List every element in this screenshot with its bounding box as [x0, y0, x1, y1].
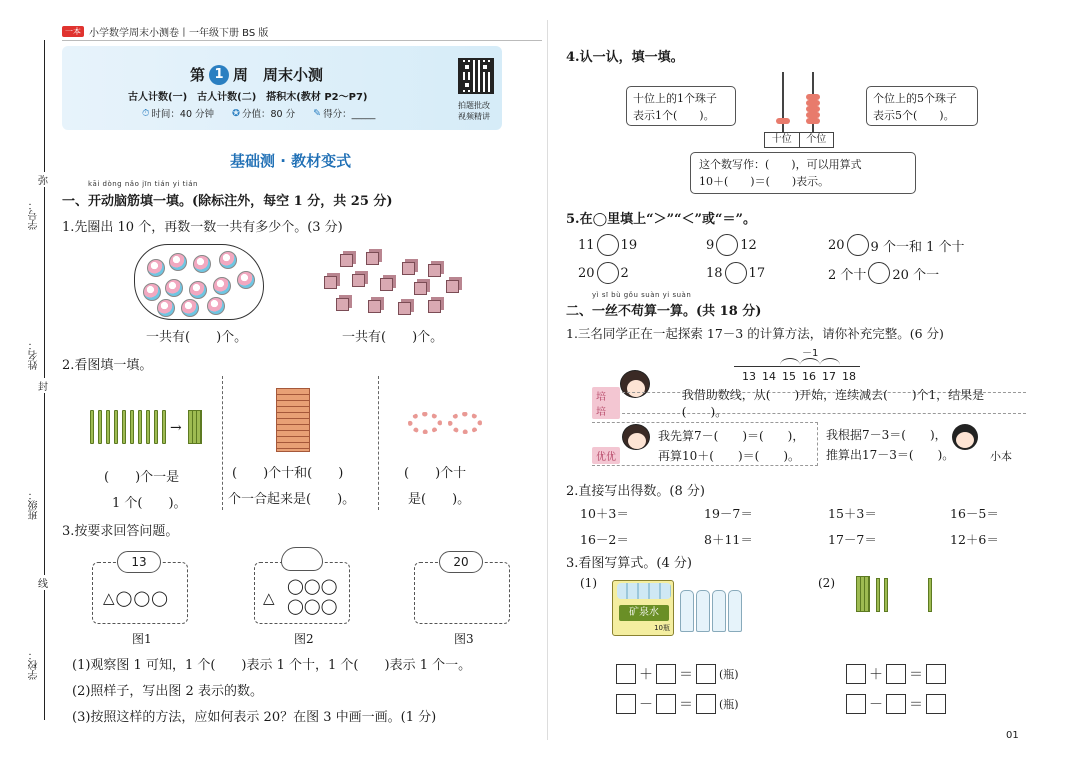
q4-bottom-line1: 这个数写作：( )，可以用算式: [699, 158, 862, 171]
answer-box[interactable]: [926, 664, 946, 684]
compare-item: 18 17: [706, 262, 765, 284]
side-line: 线: [38, 575, 48, 590]
answer-box[interactable]: [616, 664, 636, 684]
q1-answer-a[interactable]: 一共有( )个。: [146, 330, 248, 345]
clock-icon: ⏱: [142, 107, 150, 119]
q2-b-line1[interactable]: ( )个十和( ): [232, 466, 344, 481]
answer-box[interactable]: [616, 694, 636, 714]
xiaoben-speech: [820, 422, 1026, 466]
peipei-speech: [592, 388, 1026, 419]
figure-1-label: 图1: [132, 632, 152, 646]
compare-circle[interactable]: [597, 234, 619, 256]
q3-prompt: 3.按要求回答问题。: [62, 524, 179, 539]
tick-label: 17: [822, 370, 836, 383]
week-prefix: 第: [190, 66, 206, 84]
side-school: 学校：: [29, 650, 40, 680]
youyou-line1[interactable]: 我先算7－( )＝( )，: [658, 429, 805, 443]
answer-box[interactable]: [886, 664, 906, 684]
q2-divider-2: [378, 376, 379, 510]
water-count: 10瓶: [654, 624, 670, 632]
answer-box[interactable]: [846, 664, 866, 684]
q2-c-line2[interactable]: 是( )。: [408, 492, 471, 507]
equation-1b: － ＝ (瓶): [616, 694, 739, 714]
part1-pinyin: kāi dòng nǎo jīn tián yi tián: [88, 180, 198, 188]
week-title: [190, 64, 323, 85]
answer-box[interactable]: [696, 694, 716, 714]
series-header: [62, 24, 268, 39]
side-seal: 封: [38, 378, 48, 393]
calc-item[interactable]: 16－5＝: [950, 506, 999, 521]
compare-circle[interactable]: [868, 262, 890, 284]
pen-icon: ✎: [313, 107, 322, 119]
unit-label: (瓶): [719, 698, 739, 711]
qr-code[interactable]: [458, 58, 494, 94]
p2-q3-prompt: 3.看图写算式。(4 分): [566, 556, 692, 571]
water-case-picture: [612, 580, 674, 636]
q5-prompt: 5.在◯里填上“＞”“＜”或“＝”。: [566, 212, 756, 227]
figure-2-label: 图2: [294, 632, 314, 646]
answer-box[interactable]: [926, 694, 946, 714]
q4-bottom-box[interactable]: [690, 152, 916, 194]
qr-caption-2: 视频精讲: [458, 112, 490, 121]
calc-item[interactable]: 16－2＝: [580, 532, 629, 547]
answer-box[interactable]: [886, 694, 906, 714]
q4-left-box[interactable]: [626, 86, 736, 126]
water-label: 矿泉水: [619, 605, 669, 621]
compare-item: 20 9 个一和 1 个十: [828, 234, 965, 256]
tick-label: 14: [762, 370, 776, 383]
compare-circle[interactable]: [725, 262, 747, 284]
part1-title: 一、开动脑筋填一填。(除标注外，每空 1 分，共 25 分): [62, 194, 393, 209]
title-banner: [62, 46, 502, 130]
tick-label: 15: [782, 370, 796, 383]
q2-prompt: 2.看图填一填。: [62, 358, 153, 373]
q3-sub3[interactable]: (3)按照这样的方法，应如何表示 20？在图 3 中画一画。(1 分): [72, 710, 437, 725]
figure-1-box: [92, 555, 188, 624]
calc-item[interactable]: 19－7＝: [704, 506, 753, 521]
star-icon: ✪: [232, 107, 240, 119]
equation-1a: ＋ ＝ (瓶): [616, 664, 739, 684]
ten-bar-picture: [276, 388, 310, 452]
q3-sub2[interactable]: (2)照样子，写出图 2 表示的数。: [72, 684, 263, 699]
compare-row-1: [578, 234, 998, 258]
tick-label: 13: [742, 370, 756, 383]
p2-q1-prompt: 1.三名同学正在一起探索 17－3 的计算方法，请你补充完整。(6 分): [566, 326, 944, 341]
answer-box[interactable]: [656, 694, 676, 714]
q2-c-line1[interactable]: ( )个十: [404, 466, 467, 481]
figure-1-shapes: △◯◯◯: [103, 589, 169, 607]
figure-3-cloud: 20: [439, 551, 483, 573]
lesson-subtitle: 古人计数(一) 古人计数(二) 搭积木(教材 P2～P7): [128, 92, 368, 103]
calc-item[interactable]: 8＋11＝: [704, 532, 753, 547]
q4-right-line2: 表示5个( )。: [873, 109, 955, 122]
sticks-picture: [90, 410, 210, 450]
q4-right-line1: 个位上的5个珠子: [873, 92, 957, 105]
answer-box[interactable]: [696, 664, 716, 684]
q4-prompt: 4.认一认，填一填。: [566, 50, 684, 65]
side-class: 班级：: [29, 490, 40, 520]
series-title: 小学数学周末小测卷丨一年级下册 BS 版: [89, 28, 269, 39]
total-score: 分值：80 分: [242, 109, 296, 120]
stick-bundle-picture: [856, 576, 870, 612]
compare-circle[interactable]: [847, 234, 869, 256]
answer-box[interactable]: [846, 694, 866, 714]
compare-row-2: [578, 262, 998, 286]
page-fold: [547, 20, 548, 740]
number-line-ticks: [742, 370, 856, 383]
arrow-right-icon: →: [170, 420, 182, 436]
q3-sub1[interactable]: (1)观察图 1 可知，1 个( )表示 1 个十，1 个( )表示 1 个一。: [72, 658, 472, 673]
compare-circle[interactable]: [597, 262, 619, 284]
figure-1-cloud: 13: [117, 551, 161, 573]
loose-bottles: [680, 584, 760, 632]
header-rule: [62, 40, 542, 41]
stick-single: [884, 578, 888, 612]
page-number: 01: [1006, 730, 1019, 741]
q4-bottom-line2: 10＋( )＝( )表示。: [699, 175, 830, 188]
tick-label: 18: [842, 370, 856, 383]
side-student-id: 学号：: [29, 200, 40, 230]
stick-single: [876, 578, 880, 612]
xiaoben-line1[interactable]: 我根据7－3＝( )，: [826, 428, 947, 442]
week-number: 1: [209, 65, 229, 85]
score-obtained: 得分：_____: [323, 109, 376, 120]
compare-item: 9 12: [706, 234, 757, 256]
boy-xiaoben-avatar: [952, 424, 978, 450]
youyou-line2[interactable]: 再算10＋( )＝( )。: [658, 449, 800, 463]
q1-answer-b[interactable]: 一共有( )个。: [342, 330, 444, 345]
balls-picture: [134, 244, 264, 320]
equation-2a: ＋ ＝: [846, 664, 946, 684]
calc-item[interactable]: 12＋6＝: [950, 532, 999, 547]
number-line-minus: －1: [802, 348, 819, 359]
q2-b-line2[interactable]: 个一合起来是( )。: [228, 492, 356, 507]
figure-3-label: 图3: [454, 632, 474, 646]
p2-q2-prompt: 2.直接写出得数。(8 分): [566, 484, 705, 499]
name-tag-peipei: 培培: [592, 387, 620, 419]
bead-rings-picture: [408, 412, 488, 434]
calc-grid: [580, 504, 1020, 547]
xiaoben-line2[interactable]: 推算出17－3＝( )。: [826, 448, 955, 462]
figure-2-cloud: [281, 547, 323, 571]
q2-a-line2[interactable]: 1 个( )。: [112, 496, 187, 511]
unit-label: (瓶): [719, 668, 739, 681]
week-suffix: 周 周末小测: [233, 66, 324, 84]
name-tag-youyou: 优优: [592, 447, 620, 464]
q4-right-box[interactable]: [866, 86, 978, 126]
time-limit: 时间：40 分钟: [151, 109, 215, 120]
part2-title: 二、一丝不苟算一算。(共 18 分): [566, 304, 762, 319]
logo: 一本: [62, 26, 84, 37]
part-2-label: (2): [818, 576, 835, 590]
side-label: 弥: [38, 172, 48, 187]
calc-item[interactable]: 17－7＝: [828, 532, 877, 547]
answer-box[interactable]: [656, 664, 676, 684]
q1-prompt: 1.先圈出 10 个，再数一数一共有多少个。(3 分): [62, 220, 343, 235]
youyou-speech: [592, 422, 818, 466]
abacus: [764, 72, 836, 150]
compare-item: 2 个十 20 个一: [828, 262, 939, 284]
calc-item[interactable]: 15＋3＝: [828, 506, 877, 521]
compare-item: 20 2: [578, 262, 629, 284]
calc-item[interactable]: 10＋3＝: [580, 506, 629, 521]
side-name: 姓名：: [29, 340, 40, 370]
q2-a-line1[interactable]: ( )个一是: [104, 470, 180, 485]
stick-single: [928, 578, 932, 612]
figure-2-box: △ ◯◯◯ ◯◯◯: [254, 562, 350, 624]
part2-pinyin: yì sī bù gǒu suàn yi suàn: [592, 291, 692, 299]
name-xiaoben: 小本: [990, 450, 1012, 463]
cubes-picture: [318, 250, 468, 320]
part-1-label: (1): [580, 576, 597, 590]
q4-left-line2: 表示1个( )。: [633, 109, 715, 122]
exam-meta: [142, 106, 375, 120]
qr-caption-1: 拍题批改: [458, 101, 490, 110]
tens-label: 十位: [765, 133, 800, 147]
ones-label: 个位: [806, 134, 827, 145]
q2-divider-1: [222, 376, 223, 510]
tick-label: 16: [802, 370, 816, 383]
equation-2b: － ＝: [846, 694, 946, 714]
section-title: 基础测 · 教材变式: [230, 152, 352, 170]
peipei-text[interactable]: 我借助数线，从( )开始，连续减去( )个1，结果是( )。: [681, 388, 985, 419]
q4-left-line1: 十位上的1个珠子: [633, 92, 717, 105]
figure-3-box[interactable]: [414, 555, 510, 624]
compare-circle[interactable]: [716, 234, 738, 256]
compare-item: 11 19: [578, 234, 637, 256]
